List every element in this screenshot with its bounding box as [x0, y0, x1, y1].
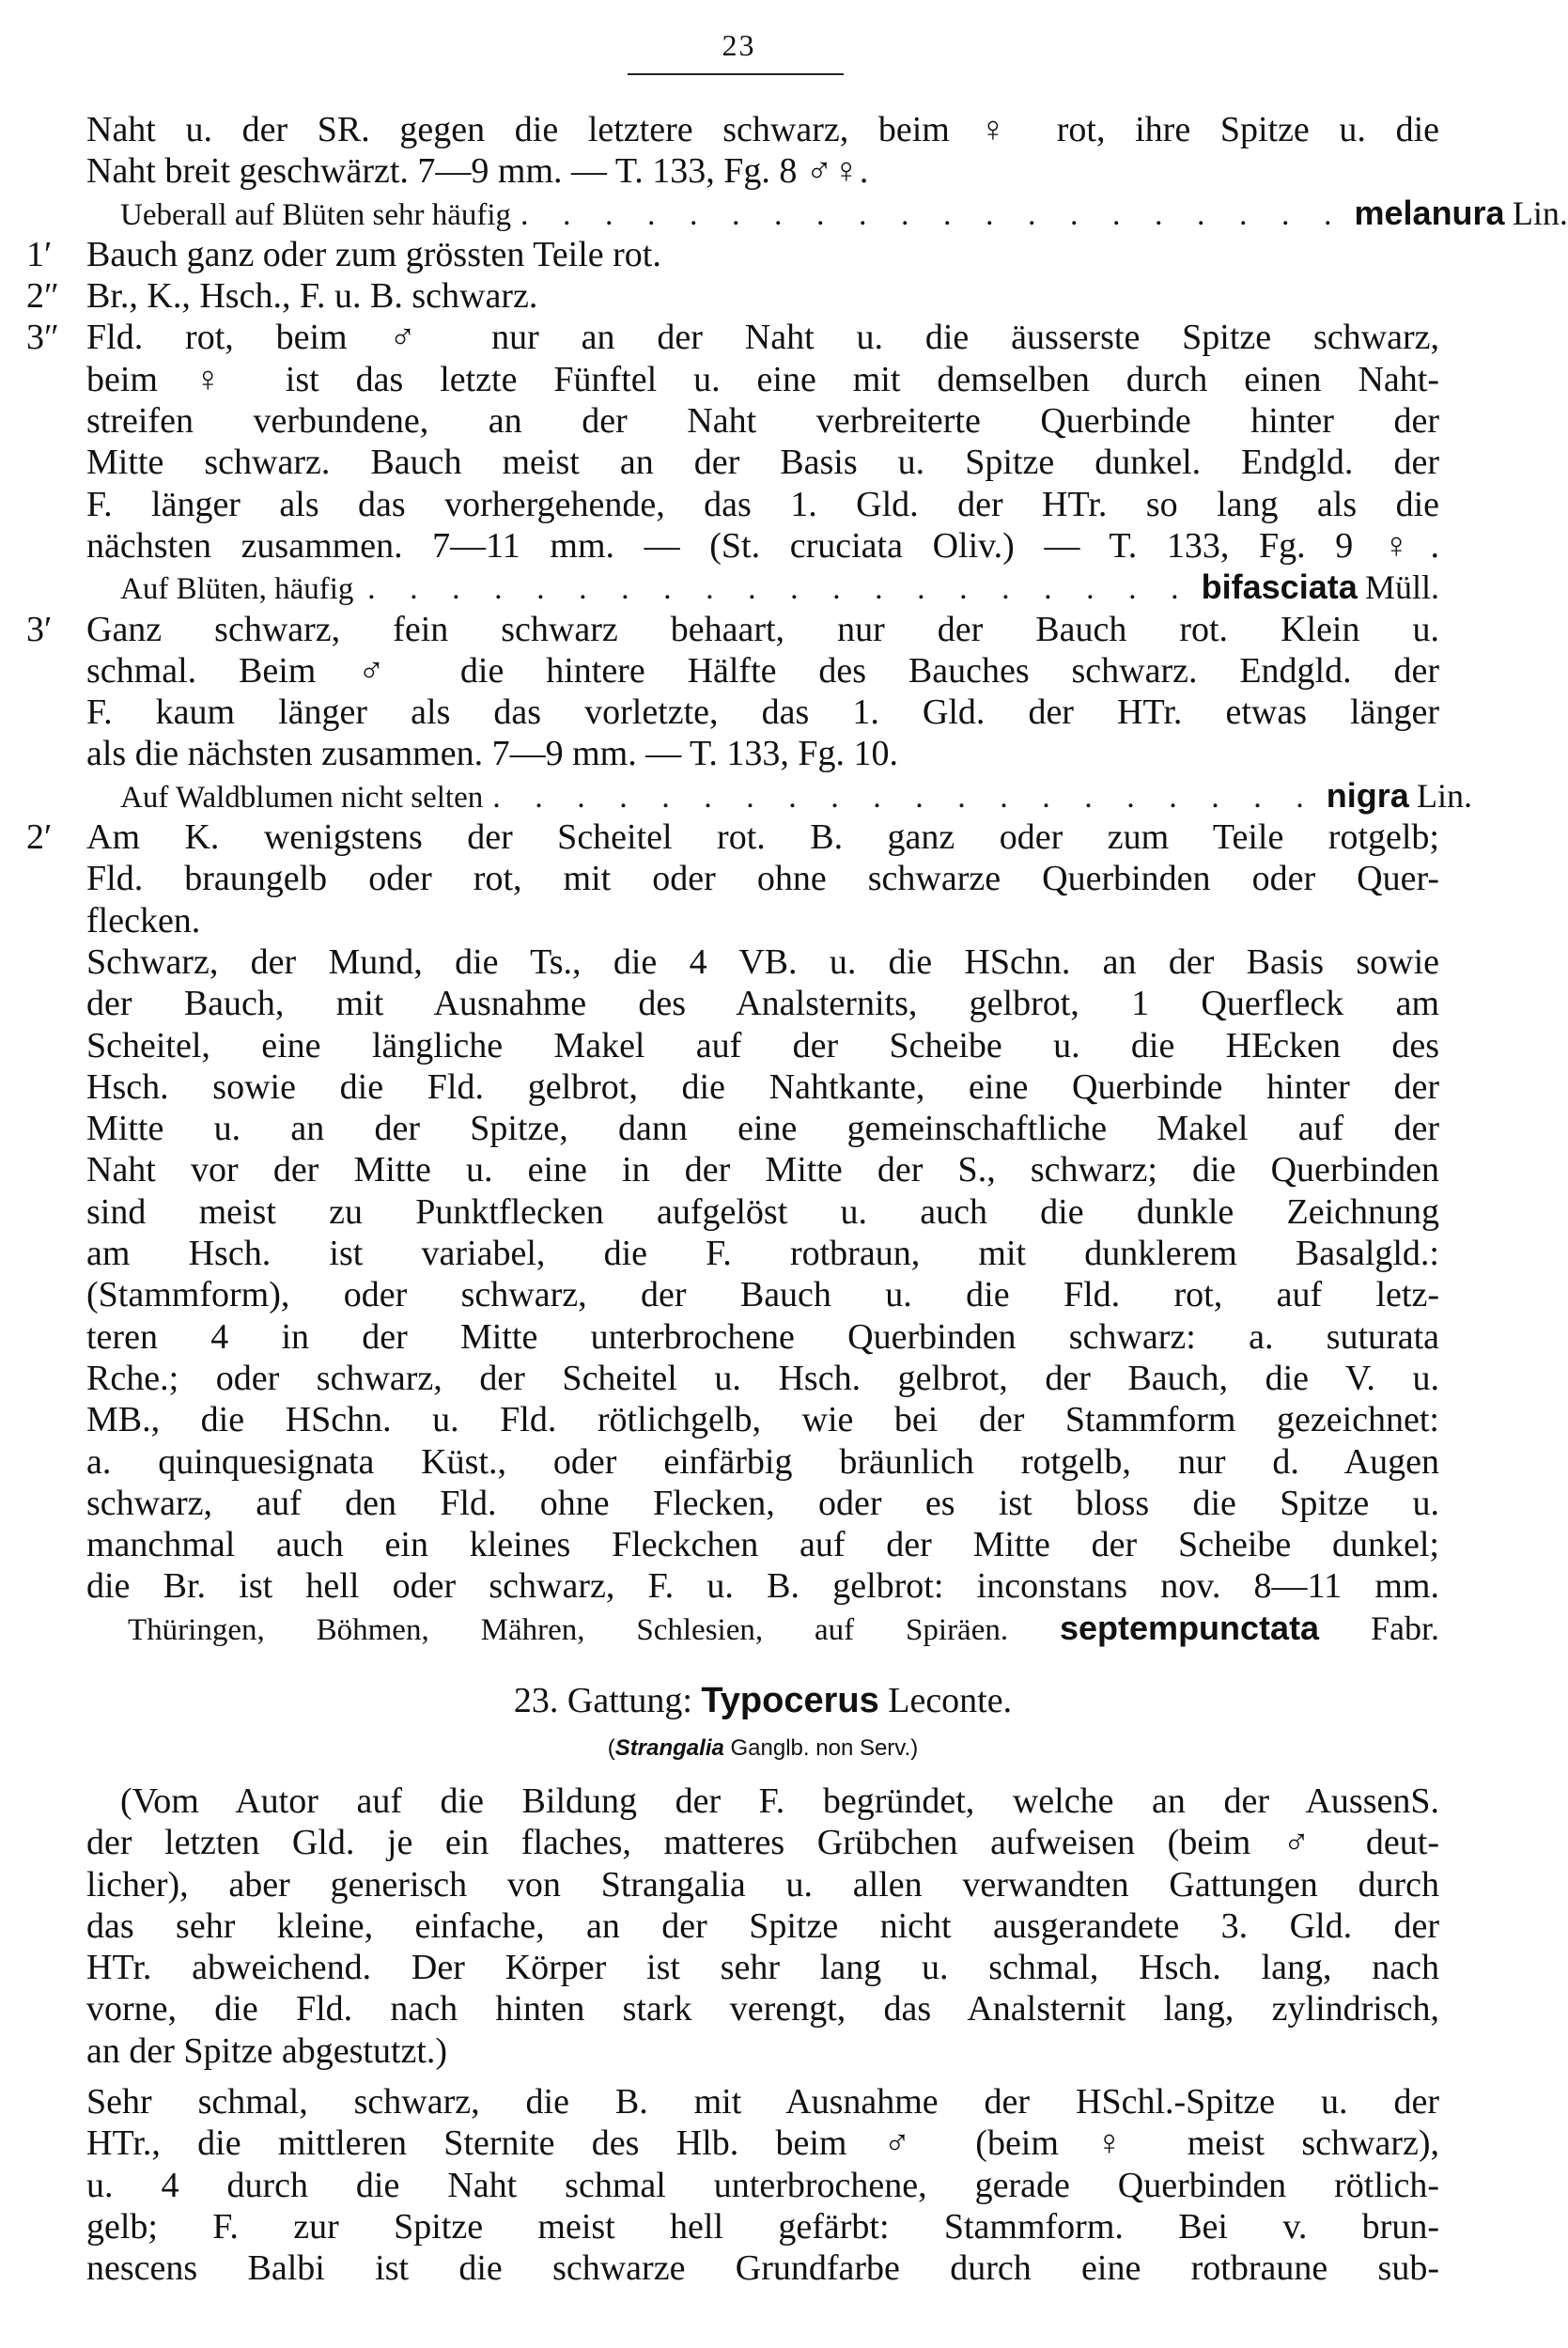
- text-line: schwarz, auf den Fld. ohne Flecken, oder es ist bloss die Spitze u.: [86, 1483, 1439, 1523]
- genus-heading-prefix: 23. Gattung:: [513, 1680, 692, 1720]
- text-line: Naht u. der SR. gegen die letztere schwarz, beim ♀ rot, ihre Spitze u. die: [86, 110, 1439, 149]
- page-number-rule: [628, 73, 844, 75]
- couplet-number: 3″: [26, 318, 59, 358]
- couplet-number: 2′: [26, 817, 53, 858]
- species-author: Fabr.: [1371, 1609, 1440, 1647]
- text-line: Naht vor der Mitte u. eine in der Mitte der S., schwarz; die Querbinden: [86, 1150, 1439, 1190]
- text-line: Rche.; oder schwarz, der Scheitel u. Hsch. gelbrot, der Bauch, die V. u.: [86, 1358, 1439, 1398]
- text-line: Mitte schwarz. Bauch meist an der Basis u. Spitze dunkel. Endgld. der: [86, 443, 1439, 483]
- text-line: am Hsch. ist variabel, die F. rotbraun, mit dunklerem Basalgld.:: [86, 1234, 1439, 1274]
- genus-author: Leconte.: [888, 1680, 1013, 1720]
- habitat-text: Auf Blüten, häufig: [120, 572, 354, 607]
- leader-dots: . . . . . . . . . . . . . . . . . . . .: [492, 779, 1317, 815]
- couplet-text: Fld. rot, beim ♂ nur an der Naht u. die äusserste Spitze schwarz,: [86, 318, 1439, 358]
- leader-dots: . . . . . . . . . . . . . . . . . . . .: [367, 571, 1192, 607]
- text-column: [26, 109, 1568, 2290]
- leader-dots: . . . . . . . . . . . . . . . . . . . .: [520, 196, 1345, 232]
- habitat-text: Thüringen, Böhmen, Mähren, Schlesien, auf Spiräen.: [128, 1612, 1009, 1647]
- text-line: u. 4 durch die Naht schmal unterbrochene, gerade Querbinden rötlich-: [86, 2165, 1439, 2205]
- species-name: melanura: [1354, 193, 1505, 232]
- text-line: beim ♀ ist das letzte Fünftel u. eine mit demselben durch einen Naht-: [86, 359, 1439, 399]
- text-line: Schwarz, der Mund, die Ts., die 4 VB. u. die HSchn. an der Basis sowie: [86, 941, 1439, 982]
- text-line: gelb; F. zur Spitze meist hell gefärbt: Stammform. Bei v. brun-: [86, 2206, 1439, 2247]
- text-line: (Stammform), oder schwarz, der Bauch u. die Fld. rot, auf letz-: [86, 1275, 1439, 1315]
- page-number: 23: [722, 28, 756, 62]
- habitat-text: Auf Waldblumen nicht selten: [120, 780, 484, 815]
- genus-name: Typocerus: [701, 1680, 879, 1720]
- text-line: der Bauch, mit Ausnahme des Analsternits, gelbrot, 1 Querfleck am: [86, 984, 1439, 1024]
- text-line: teren 4 in der Mitte unterbrochene Querbinden schwarz: a. suturata: [86, 1316, 1439, 1357]
- text-line: Scheitel, eine längliche Makel auf der Scheibe u. die HEcken des: [86, 1025, 1439, 1065]
- text-line: an der Spitze abgestutzt.): [86, 2030, 448, 2071]
- text-line: F. kaum länger als das vorletzte, das 1. Gld. der HTr. etwas länger: [86, 692, 1439, 733]
- text-line: MB., die HSchn. u. Fld. rötlichgelb, wie bei der Stammform gezeichnet:: [86, 1400, 1439, 1440]
- synonym-genus-name: Strangalia: [614, 1734, 724, 1761]
- synonym-open-paren: (: [607, 1734, 615, 1761]
- species-name: septempunctata: [1060, 1608, 1320, 1647]
- text-line: streifen verbundene, an der Naht verbreiterte Querbinde hinter der: [86, 401, 1439, 442]
- text-line: das sehr kleine, einfache, an der Spitze nicht ausgerandete 3. Gld. der: [86, 1905, 1439, 1946]
- key-couplet-3a: [26, 317, 1439, 358]
- species-entry-bifasciata: [86, 567, 1439, 608]
- text-line: die Br. ist hell oder schwarz, F. u. B. gelbrot: inconstans nov. 8—11 mm.: [86, 1566, 1439, 1607]
- text-line: Fld. braungelb oder rot, mit oder ohne schwarze Querbinden oder Quer-: [86, 859, 1439, 899]
- key-couplet-2: [26, 275, 1439, 317]
- species-author: Lin.: [1417, 776, 1473, 815]
- species-author: Lin.: [1512, 194, 1568, 232]
- text-line: Naht breit geschwärzt. 7—9 mm. — T. 133, Fg. 8 ♂♀.: [86, 151, 869, 192]
- text-line: vorne, die Fld. nach hinten stark verengt, das Analsternit lang, zylindrisch,: [86, 1989, 1439, 2029]
- text-line: als die nächsten zusammen. 7—9 mm. — T. 133, Fg. 10.: [86, 734, 899, 774]
- couplet-text: Bauch ganz oder zum grössten Teile rot.: [86, 234, 661, 274]
- text-line: F. länger als das vorhergehende, das 1. Gld. der HTr. so lang als die: [86, 484, 1439, 524]
- text-line: flecken.: [86, 900, 201, 941]
- text-line: manchmal auch ein kleines Fleckchen auf der Mitte der Scheibe dunkel;: [86, 1525, 1439, 1565]
- text-line: sind meist zu Punktflecken aufgelöst u. auch die dunkle Zeichnung: [86, 1191, 1439, 1232]
- text-line: Mitte u. an der Spitze, dann eine gemeinschaftliche Makel auf der: [86, 1109, 1439, 1149]
- habitat-text: Ueberall auf Blüten sehr häufig: [120, 197, 512, 232]
- key-couplet-2b: [26, 816, 1439, 858]
- key-couplet-3b: [26, 609, 1439, 650]
- text-line: schmal. Beim ♂ die hintere Hälfte des Bauches schwarz. Endgld. der: [86, 650, 1439, 691]
- text-line: a. quinquesignata Küst., oder einfärbig bräunlich rotgelb, nur d. Augen: [86, 1441, 1439, 1482]
- couplet-text: Am K. wenigstens der Scheitel rot. B. ganz oder zum Teile rotgelb;: [86, 817, 1439, 858]
- species-name: nigra: [1326, 775, 1409, 815]
- text-line: nescens Balbi ist die schwarze Grundfarbe durch eine rotbraune sub-: [86, 2248, 1439, 2289]
- key-couplet-1: [26, 234, 1439, 275]
- text-line: HTr. abweichend. Der Körper ist sehr lang u. schmal, Hsch. lang, nach: [86, 1948, 1439, 1988]
- text-line: der letzten Gld. je ein flaches, matteres Grübchen aufweisen (beim ♂ deut-: [86, 1823, 1439, 1863]
- text-line: Sehr schmal, schwarz, die B. mit Ausnahme der HSchl.-Spitze u. der: [86, 2082, 1439, 2123]
- text-line: Hsch. sowie die Fld. gelbrot, die Nahtkante, eine Querbinde hinter der: [86, 1066, 1439, 1107]
- couplet-number: 1′: [26, 234, 53, 274]
- couplet-text: Ganz schwarz, fein schwarz behaart, nur der Bauch rot. Klein u.: [86, 609, 1439, 649]
- synonym-rest: Ganglb. non Serv.): [730, 1734, 919, 1761]
- text-line: (Vom Autor auf die Bildung der F. begründet, welche an der AussenS.: [120, 1780, 1439, 1821]
- genus-heading: [86, 1673, 1439, 1728]
- genus-synonym: [86, 1728, 1439, 1769]
- text-line: nächsten zusammen. 7—11 mm. — (St. cruciata Oliv.) — T. 133, Fg. 9 ♀.: [86, 525, 1439, 566]
- couplet-number: 2″: [26, 276, 59, 317]
- text-line: HTr., die mittleren Sternite des Hlb. beim ♂ (beim ♀ meist schwarz),: [86, 2123, 1439, 2164]
- species-entry-melanura: [86, 193, 1568, 234]
- species-entry-septempunctata: [86, 1608, 1439, 1649]
- couplet-text: Br., K., Hsch., F. u. B. schwarz.: [86, 276, 538, 317]
- species-entry-nigra: [86, 775, 1473, 816]
- species-name: bifasciata: [1201, 568, 1358, 607]
- text-line: licher), aber generisch von Strangalia u. allen verwandten Gattungen durch: [86, 1864, 1439, 1905]
- couplet-number: 3′: [26, 609, 53, 649]
- species-author: Müll.: [1364, 568, 1439, 607]
